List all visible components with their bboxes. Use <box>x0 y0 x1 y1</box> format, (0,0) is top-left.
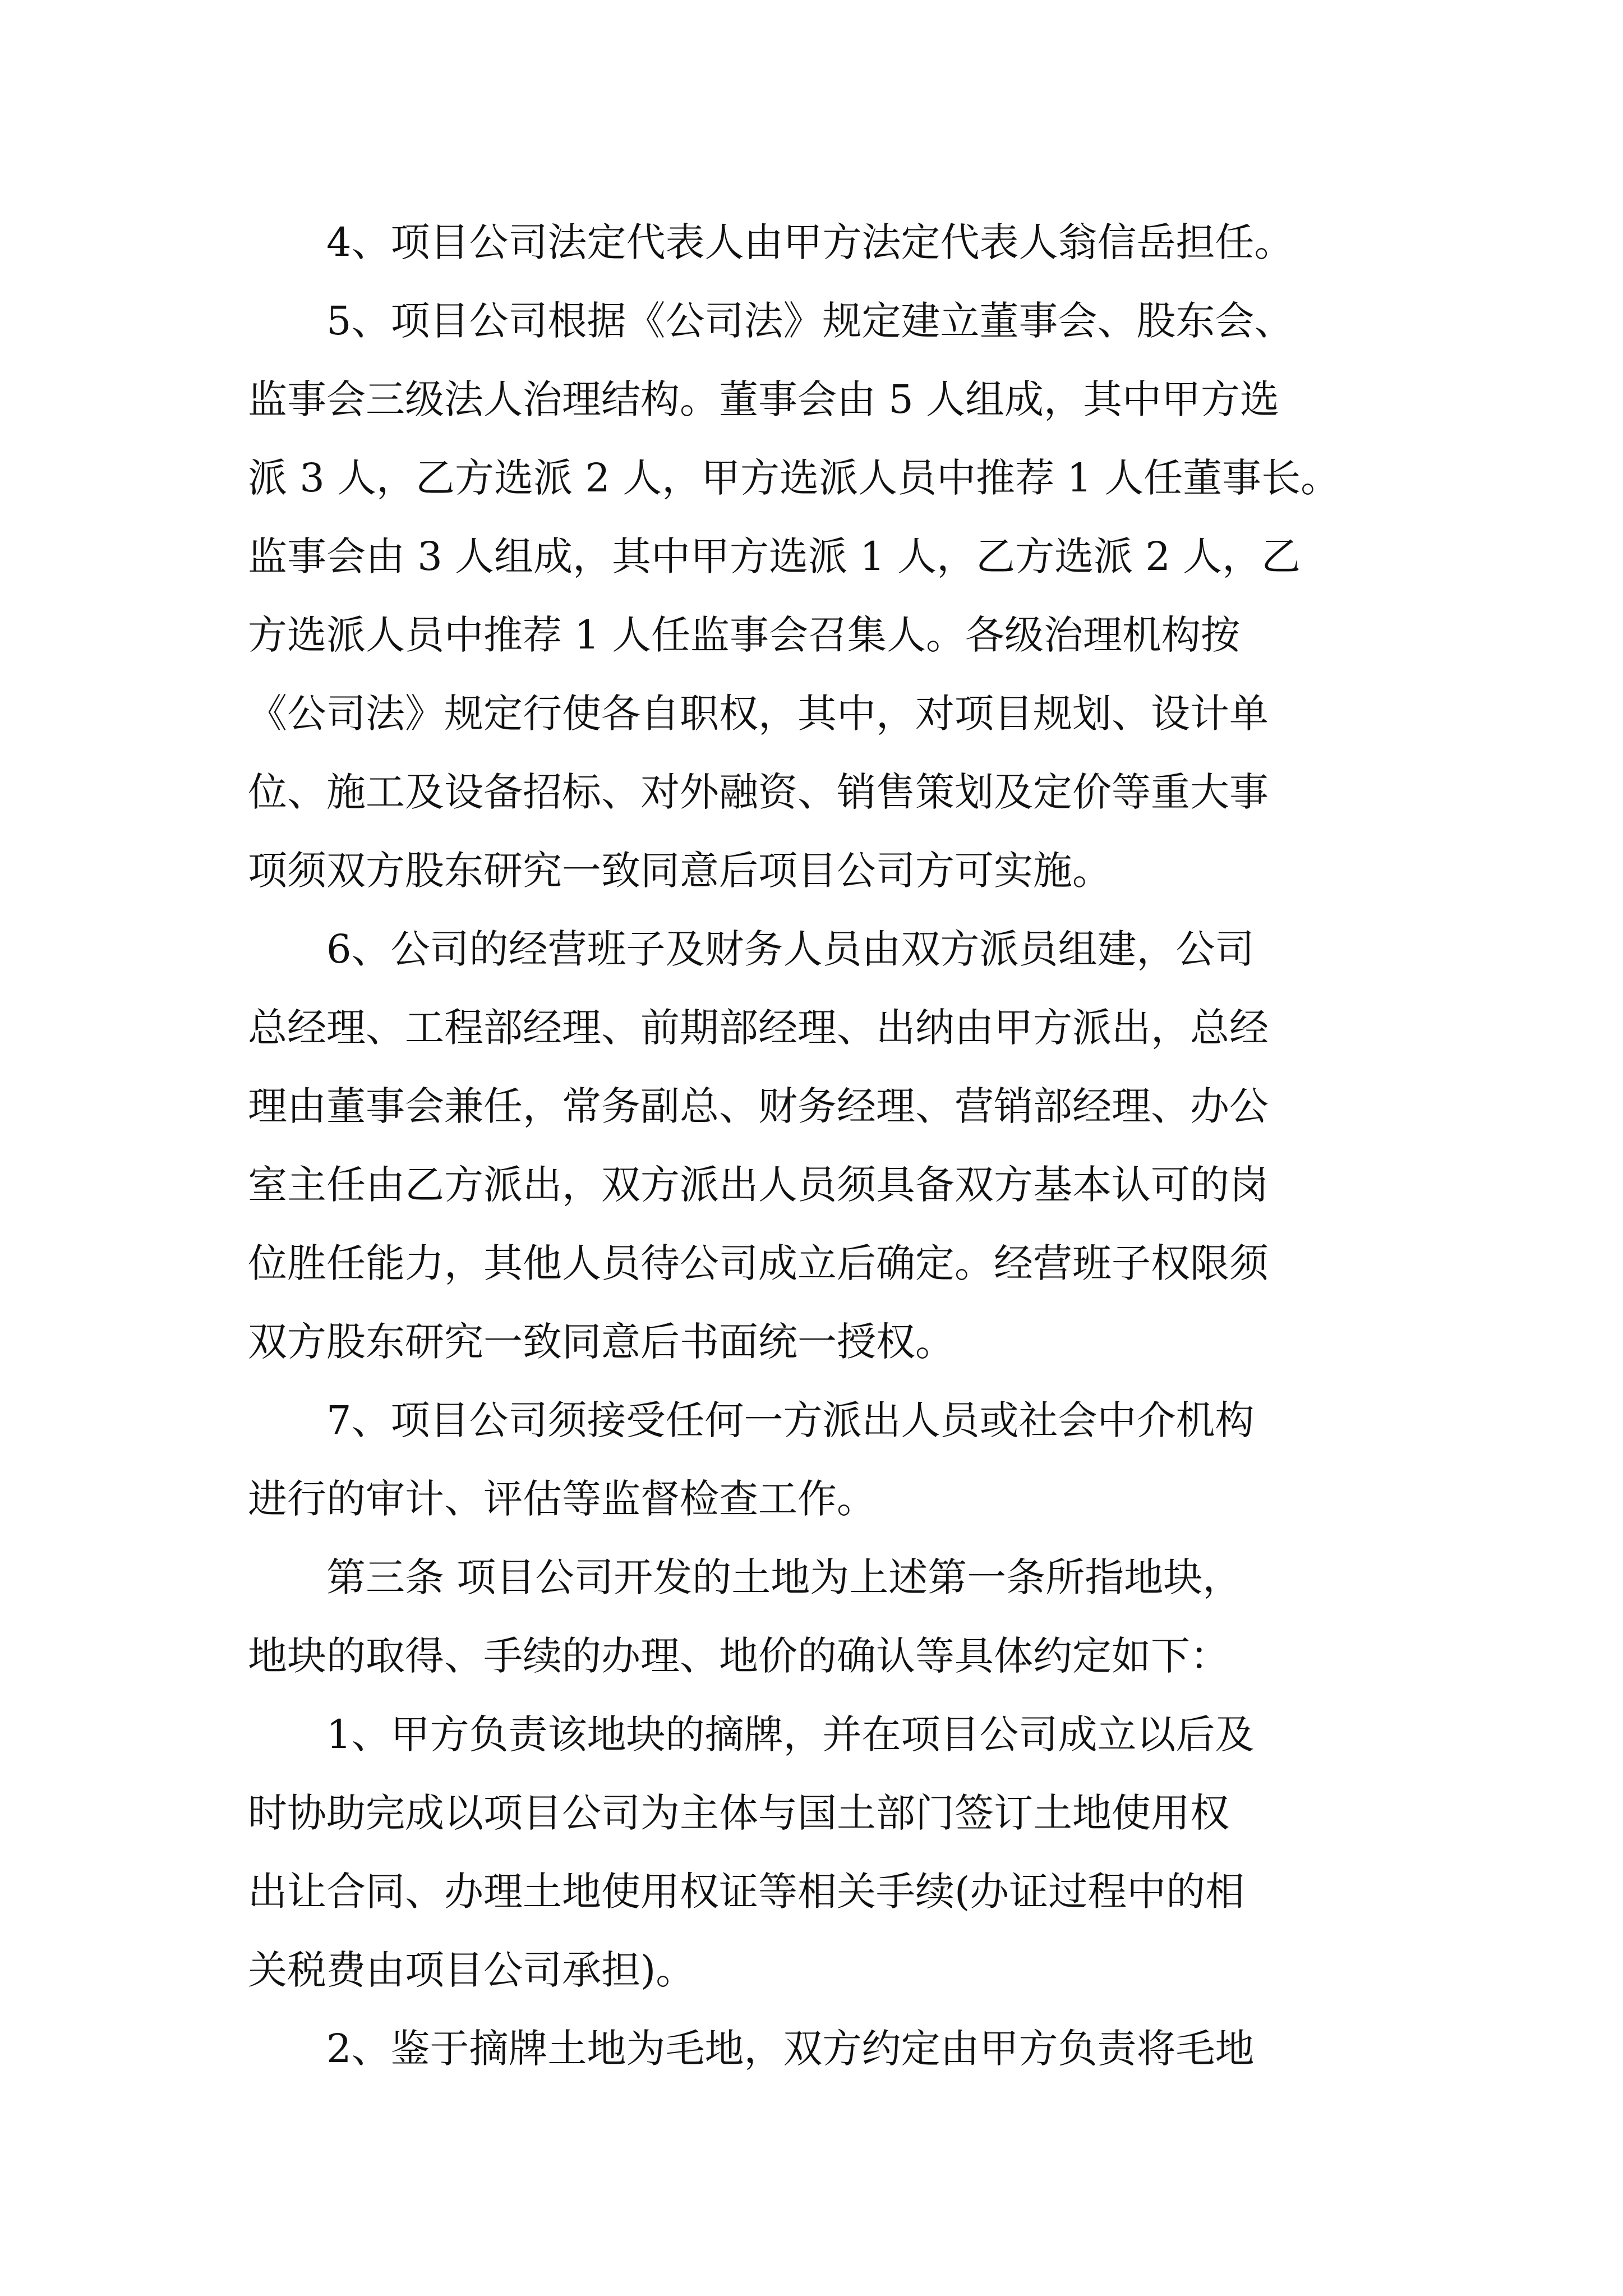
text-line: 6、公司的经营班子及财务人员由双方派员组建，公司 <box>326 926 1255 972</box>
text-line: 出让合同、办理土地使用权证等相关手续(办证过程中的相 <box>248 1869 1245 1915</box>
text-line: 时协助完成以项目公司为主体与国土部门签订土地使用权 <box>248 1790 1229 1836</box>
text-line: 2、鉴于摘牌土地为毛地，双方约定由甲方负责将毛地 <box>326 2026 1255 2072</box>
text-line: 1、甲方负责该地块的摘牌，并在项目公司成立以后及 <box>326 1711 1255 1757</box>
text-line: 关税费由项目公司承担)。 <box>248 1947 695 1993</box>
text-line: 《公司法》规定行使各自职权，其中，对项目规划、设计单 <box>248 691 1269 737</box>
text-line: 监事会三级法人治理结构。董事会由 5 人组成，其中甲方选 <box>248 376 1280 422</box>
text-line: 理由董事会兼任，常务副总、财务经理、营销部经理、办公 <box>248 1083 1269 1129</box>
text-line: 7、项目公司须接受任何一方派出人员或社会中介机构 <box>326 1397 1255 1443</box>
text-line: 4、项目公司法定代表人由甲方法定代表人翁信岳担任。 <box>326 219 1294 265</box>
text-line: 监事会由 3 人组成，其中甲方选派 1 人，乙方选派 2 人，乙 <box>248 533 1301 579</box>
text-line: 地块的取得、手续的办理、地价的确认等具体约定如下： <box>248 1633 1229 1679</box>
text-line: 进行的审计、评估等监督检查工作。 <box>248 1476 876 1522</box>
text-line: 双方股东研究一致同意后书面统一授权。 <box>248 1319 955 1365</box>
text-line: 派 3 人，乙方选派 2 人，甲方选派人员中推荐 1 人任董事长。 <box>248 455 1340 501</box>
text-line: 位、施工及设备招标、对外融资、销售策划及定价等重大事 <box>248 769 1269 815</box>
text-line: 方选派人员中推荐 1 人任监事会召集人。各级治理机构按 <box>248 612 1241 658</box>
text-line: 第三条 项目公司开发的土地为上述第一条所指地块， <box>326 1554 1242 1600</box>
text-line: 室主任由乙方派出，双方派出人员须具备双方基本认可的岗 <box>248 1162 1269 1208</box>
text-line: 项须双方股东研究一致同意后项目公司方可实施。 <box>248 848 1112 894</box>
text-line: 5、项目公司根据《公司法》规定建立董事会、股东会、 <box>326 298 1294 344</box>
text-line: 总经理、工程部经理、前期部经理、出纳由甲方派出，总经 <box>248 1005 1269 1051</box>
text-line: 位胜任能力，其他人员待公司成立后确定。经营班子权限须 <box>248 1240 1269 1286</box>
